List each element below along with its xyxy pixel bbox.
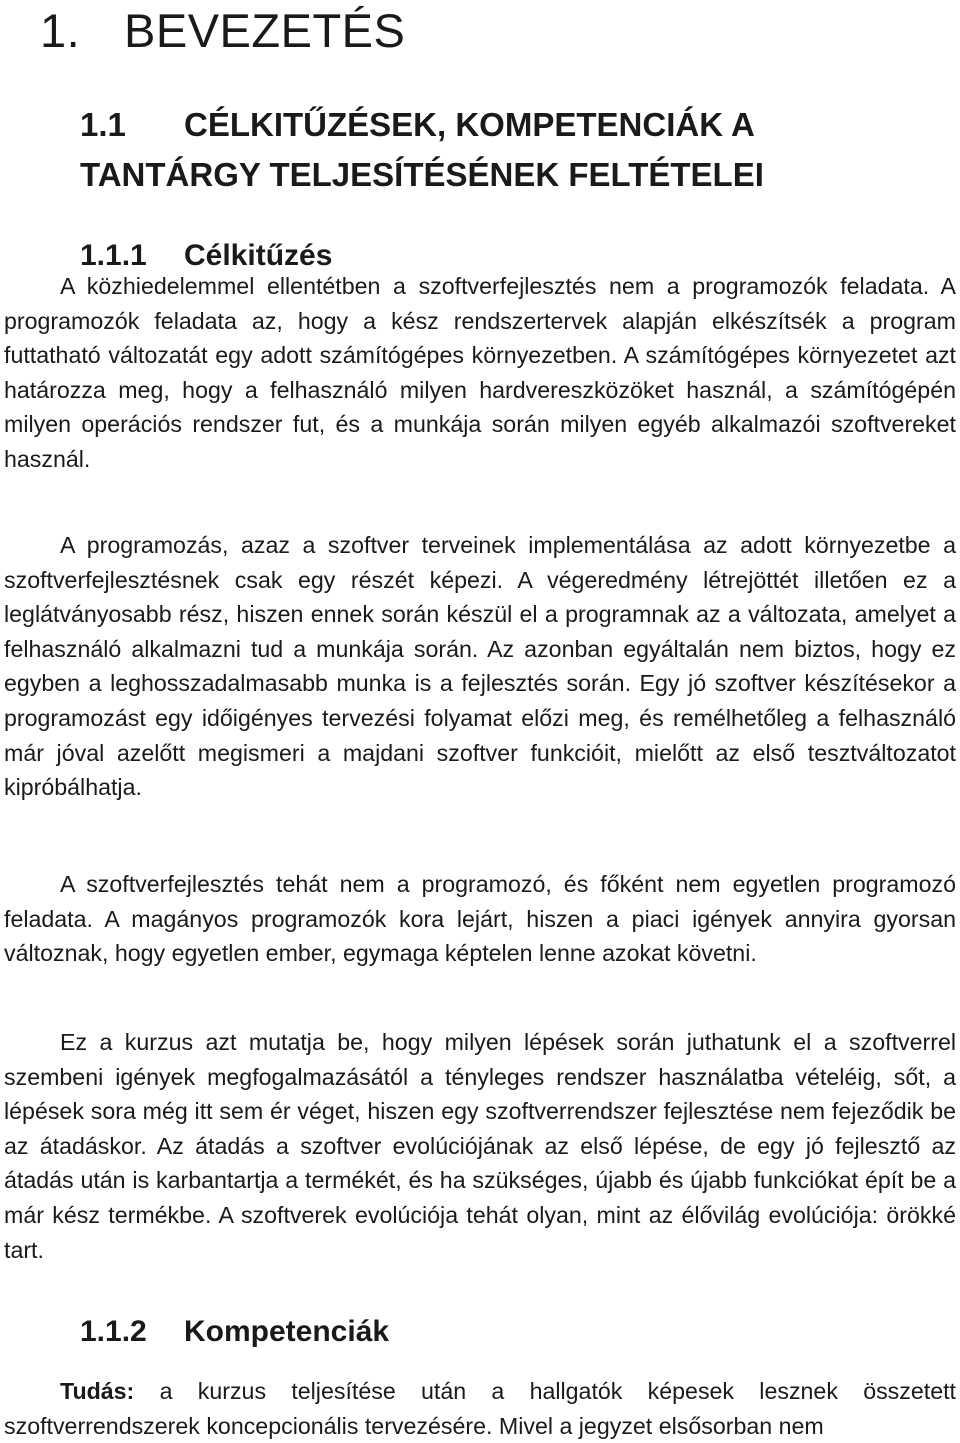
body-paragraph <box>4 1374 956 1443</box>
subsection-title: Kompetenciák <box>184 1315 390 1348</box>
chapter-title: BEVEZETÉS <box>124 4 406 57</box>
subsection-number: 1.1.2 <box>80 1315 147 1348</box>
section-number: 1.1 <box>80 106 126 143</box>
section-title: CÉLKITŰZÉSEK, KOMPETENCIÁK A TANTÁRGY TELJESÍTÉSÉNEK FELTÉTELEI <box>80 106 764 193</box>
body-paragraph: A szoftverfejlesztés tehát nem a programozó, és főként nem egyetlen programozó feladata. A magányos programozók kora lejárt, hiszen a piaci igények annyira gyorsan változnak, hogy egyetlen ember, egymaga képtelen lenne azokat követni. <box>4 871 956 967</box>
body-paragraph: Ez a kurzus azt mutatja be, hogy milyen lépések során juthatunk el a szoftverrel szembeni igények megfogalmazásától a tényleges rendszer használatba vételéig, sőt, a lépések sora még itt sem ér véget, hiszen egy szoftverrendszer fejlesztése nem fejeződik be az átadáskor. Az átadás a szoftver evolúciójának az első lépése, de egy jó fejlesztő az átadás után is karbantartja a termékét, és ha szükséges, újabb és újabb funkciókat épít be a már kész termékbe. A szoftverek evolúciója tehát olyan, mint az élővilág evolúciója: örökké tart. <box>4 1029 956 1263</box>
chapter-heading <box>40 2 405 60</box>
body-paragraph: A programozás, azaz a szoftver terveinek implementálása az adott környezetbe a szoftverfejlesztésnek csak egy részét képezi. A végeredmény létrejöttét illetően ez a leglátványosabb rész, hiszen ennek során készül el a programnak az a változata, amelyet a felhasználó alkalmazni tud a munkája során. Az azonban egyáltalán nem biztos, hogy ez egyben a leghosszadalmasabb munka is a fejlesztés során. Egy jó szoftver készítésekor a programozást egy időigényes tervezési folyamat előzi meg, és remélhetőleg a felhasználó már jóval azelőtt megismeri a majdani szoftver funkcióit, mielőtt az első tesztváltozatot kipróbálhatja. <box>4 532 956 801</box>
subsection-heading-kompetenciak <box>80 1312 389 1352</box>
subsection-number: 1.1.1 <box>80 239 147 272</box>
chapter-number: 1. <box>40 4 81 57</box>
body-paragraph: A közhiedelemmel ellentétben a szoftverfejlesztés nem a programozók feladata. A programozók feladata az, hogy a kész rendszertervek alapján elkészítsék a program futtatható változatát egy adott számítógépes környezetben. A számítógépes környezetet azt határozza meg, hogy a felhasználó milyen hardvereszközöket használ, a számítógépén milyen operációs rendszer fut, és a munkája során milyen egyéb alkalmazói szoftvereket használ. <box>4 273 956 472</box>
section-heading <box>80 100 900 200</box>
lead-text: a kurzus teljesítése után a hallgatók képesek lesznek összetett szoftverrendszerek koncepcionális tervezésére. Mivel a jegyzet elsősorban nem <box>4 1378 956 1439</box>
subsection-title: Célkitűzés <box>184 239 333 272</box>
lead-label: Tudás: <box>60 1378 135 1404</box>
